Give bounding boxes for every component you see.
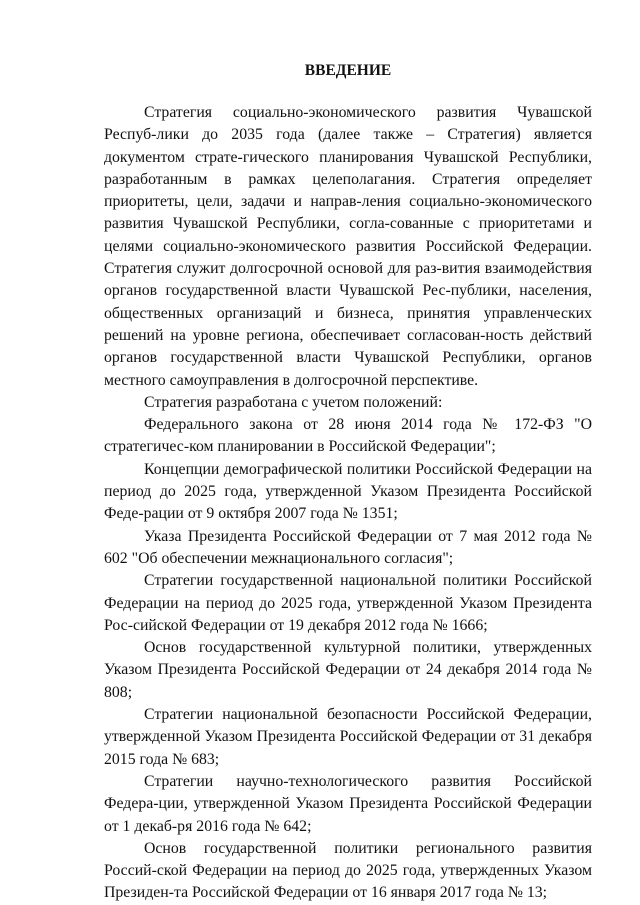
paragraph-science-tech: Стратегии научно-технологического развития Российской Федера-ции, утвержденной Указом Президента Российской Федерации от 1 декаб-ря 2016 года № 642; xyxy=(104,772,592,835)
paragraph-national-policy: Стратегии государственной национальной политики Российской Федерации на период до 2025 года, утвержденной Указом Президента Рос-сийской Федерации от 19 декабря 2012 года № 1666; xyxy=(104,572,592,634)
paragraph-decree-602: Указа Президента Российской Федерации от 7 мая 2012 года № 602 "Об обеспечении межнационального согласия"; xyxy=(104,527,592,567)
document-page xyxy=(104,60,592,905)
paragraph-federal-law: Федерального закона от 28 июня 2014 года № 172-ФЗ "О стратегичес-ком планировании в Российской Федерации"; xyxy=(104,416,592,456)
paragraph-regional-policy: Основ государственной политики регионального развития Россий-ской Федерации на период до 2025 года, утвержденных Указом Президен-та Российской Федерации от 16 января 2017 года № 13; xyxy=(104,839,592,902)
paragraph-cultural-policy: Основ государственной культурной политики, утвержденных Указом Президента Российской Федерации от 24 декабря 2014 года № 808; xyxy=(104,639,592,701)
paragraph-intro: Стратегия социально-экономического развития Чувашской Респуб-лики до 2035 года (далее также – Стратегия) является документом страте-гического планирования Чувашской Республики, разработанным в рамках целеполагания. Стратегия определяет приоритеты, цели, задачи и направ-ления социально-экономического развития Чувашской Республики, согла-сованные с приоритетами и целями социально-экономического развития Российской Федерации. Стратегия служит долгосрочной основой для раз-вития взаимодействия органов государственной власти Чувашской Рес-публики, населения, общественных организаций и бизнеса, принятия управленческих решений на уровне региона, обеспечивает согласован-ность действий органов государственной власти Чувашской Республики, органов местного самоуправления в долгосрочной перспективе. xyxy=(104,104,592,389)
page-title: ВВЕДЕНИЕ xyxy=(304,62,392,79)
paragraph-demographic-concept: Концепции демографической политики Российской Федерации на период до 2025 года, утвержденной Указом Президента Российской Феде-рации от 9 октября 2007 года № 1351; xyxy=(104,460,592,523)
paragraph-basis-lead: Стратегия разработана с учетом положений: xyxy=(144,393,443,411)
paragraph-national-security: Стратегии национальной безопасности Российской Федерации, утвержденной Указом Президента Российской Федерации от 31 декабря 2015 года № 683; xyxy=(104,706,592,768)
